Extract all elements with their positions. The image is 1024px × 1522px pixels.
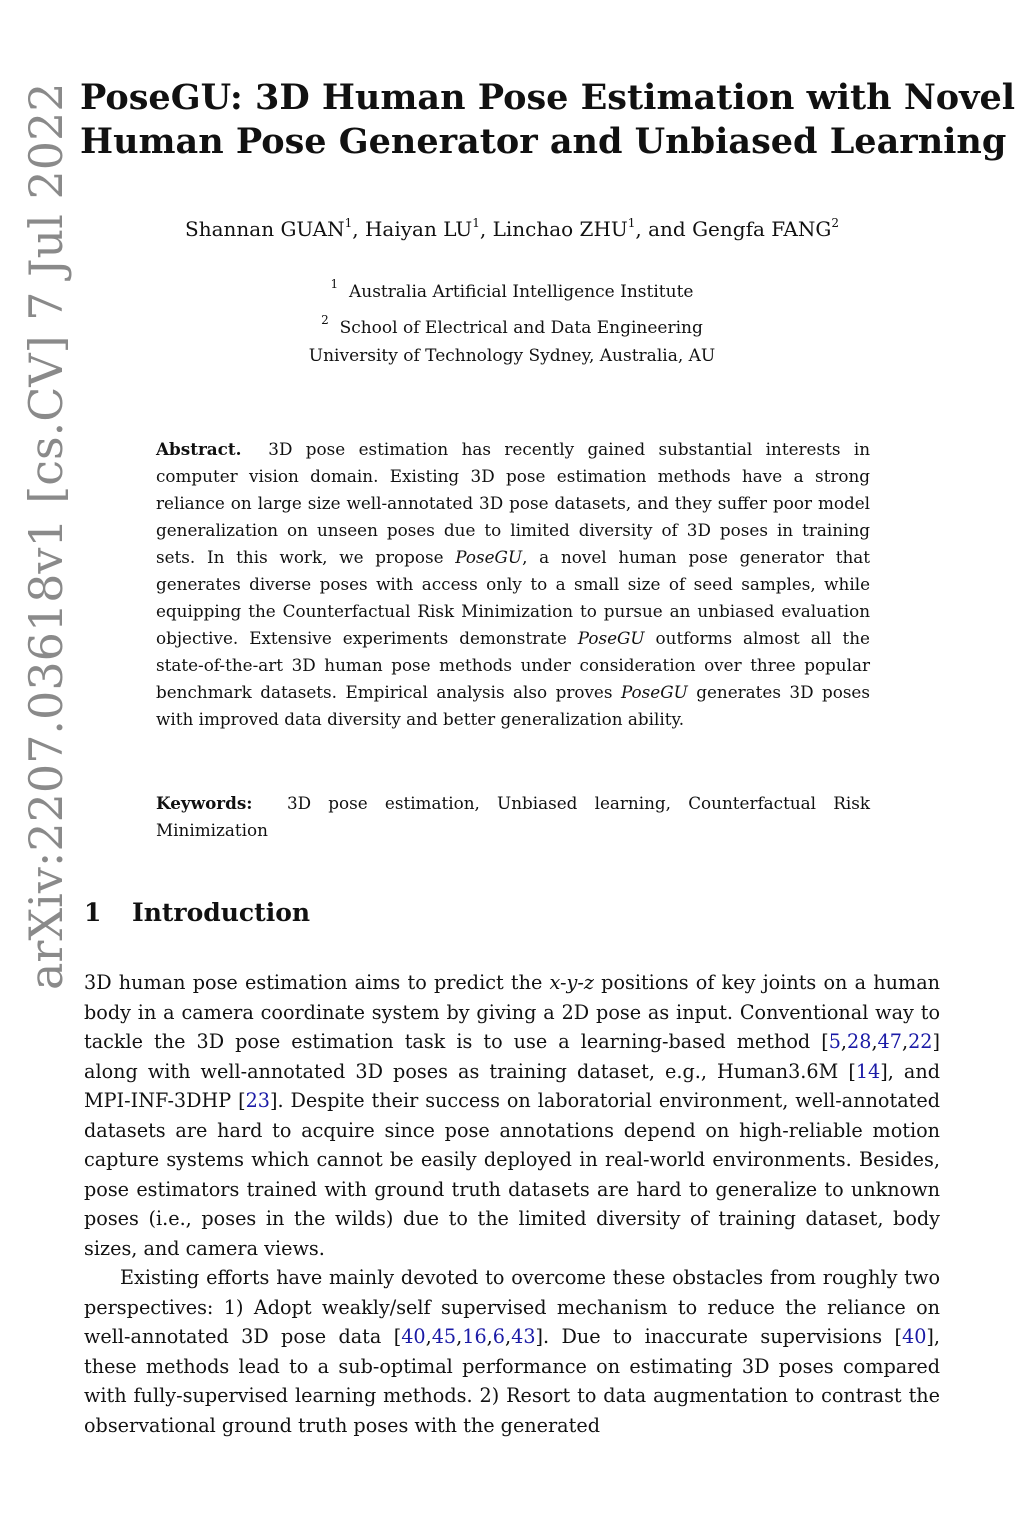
- title-line-2: Human Pose Generator and Unbiased Learning: [80, 121, 1007, 162]
- affiliation-3: University of Technology Sydney, Australia, AU: [308, 346, 716, 366]
- separator: , and: [635, 217, 693, 241]
- abstract: [156, 436, 870, 733]
- body-text: [84, 968, 940, 1440]
- affiliation-text: School of Electrical and Data Engineering: [339, 318, 703, 338]
- abstract-label: Abstract.: [156, 439, 242, 459]
- citation-link[interactable]: 22: [908, 1030, 933, 1053]
- text: 3D human pose estimation aims to predict the: [84, 971, 550, 994]
- separator: ,: [479, 217, 493, 241]
- method-name: PoseGU: [455, 547, 523, 567]
- section-number: 1: [84, 898, 102, 927]
- text: ], these methods lead to a sub-optimal performance on estimating 3D poses compared with fully-supervised learning methods. 2) Resort to data augmentation to contrast the observational ground truth poses with the generated: [84, 1325, 940, 1437]
- text: ]. Due to inaccurate supervisions [: [535, 1325, 902, 1348]
- keywords: [156, 790, 870, 844]
- paper-title: [80, 76, 1016, 164]
- abstract-text: , a novel human pose generator that generates diverse poses with access only to a small size of seed samples, while equipping the Counterfactual Risk Minimization to pursue an unbiased evaluation objective. Extensive experiments demonstrate: [156, 547, 870, 648]
- title-line-1: PoseGU: 3D Human Pose Estimation with Novel: [80, 77, 1016, 118]
- separator: ,: [901, 1030, 909, 1053]
- separator: ,: [486, 1325, 493, 1348]
- author-name: Haiyan LU: [364, 217, 473, 241]
- author-name: Gengfa FANG: [692, 217, 832, 241]
- text: ] along with well-annotated 3D poses as training dataset, e.g., Human3.6M [: [84, 1030, 940, 1083]
- method-name: PoseGU: [577, 628, 645, 648]
- section-title: Introduction: [132, 898, 311, 927]
- citation-link[interactable]: 16: [462, 1325, 487, 1348]
- citation-link[interactable]: 14: [855, 1059, 881, 1083]
- separator: ,: [505, 1325, 512, 1348]
- text: ]. Despite their success on laboratorial environment, well-annotated datasets are hard to acquire since pose annotations depend on high-reliable motion capture systems which cannot be easily deployed in real-world environments. Besides, pose estimators trained with ground truth datasets are hard to generalize to unknown poses (i.e., poses in the wilds) due to the limited diversity of training dataset, body sizes, and camera views.: [84, 1089, 940, 1260]
- citation-link[interactable]: 47: [877, 1030, 902, 1053]
- abstract-text: generates 3D poses with improved data diversity and better generalization ability.: [156, 682, 870, 729]
- affiliation-text: Australia Artificial Intelligence Institute: [348, 282, 694, 302]
- citation-link[interactable]: 43: [511, 1325, 536, 1348]
- separator: ,: [352, 217, 365, 241]
- citation-link[interactable]: 5: [828, 1030, 841, 1053]
- citation-link[interactable]: 23: [245, 1089, 270, 1112]
- section-heading: [84, 898, 310, 927]
- author-name: Shannan GUAN: [185, 217, 345, 241]
- citation-link[interactable]: 45: [431, 1325, 457, 1348]
- arxiv-identifier: arXiv:2207.03618v1 [cs.CV] 7 Jul 2022: [19, 82, 73, 990]
- citation-link[interactable]: 40: [401, 1325, 426, 1348]
- affiliations: [80, 270, 944, 370]
- abstract-text: outforms almost all the state-of-the-art 3D human pose methods under consideration over three popular benchmark datasets. Empirical analysis also proves: [156, 628, 870, 702]
- affiliation-mark: 2: [321, 313, 329, 327]
- affiliation-2: [80, 306, 944, 342]
- affiliation-mark: 1: [330, 277, 339, 291]
- separator: ,: [456, 1325, 463, 1348]
- method-name: PoseGU: [620, 682, 688, 702]
- author-affiliation-mark: 1: [627, 216, 636, 230]
- separator: ,: [425, 1325, 432, 1348]
- author-affiliation-mark: 2: [831, 216, 839, 230]
- separator: ,: [840, 1030, 848, 1053]
- math-expression: x-y-z: [549, 971, 594, 994]
- citation-link[interactable]: 28: [847, 1030, 872, 1053]
- abstract-text: 3D pose estimation has recently gained substantial interests in computer vision domain. Existing 3D pose estimation methods have a strong reliance on large size well-annotated 3D pose datasets, and they suffer poor model generalization on unseen poses due to limited diversity of 3D poses in training sets. In this work, we propose: [156, 439, 871, 567]
- text: positions of key joints on a human body in a camera coordinate system by giving a 2D pose as input. Conventional way to tackle the 3D pose estimation task is to use a learning-based method [: [84, 971, 940, 1053]
- keywords-text: 3D pose estimation, Unbiased learning, Counterfactual Risk Minimization: [156, 793, 871, 840]
- separator: ,: [871, 1030, 878, 1053]
- affiliation-1: [80, 270, 944, 306]
- paragraph: [84, 1263, 940, 1440]
- author-affiliation-mark: 1: [472, 216, 480, 230]
- author-list: [80, 216, 944, 241]
- citation-link[interactable]: 40: [901, 1325, 927, 1348]
- keywords-label: Keywords:: [156, 793, 253, 813]
- text: Existing efforts have mainly devoted to overcome these obstacles from roughly two perspectives: 1) Adopt weakly/self supervised mechanism to reduce the reliance on well-annotated 3D pose data [: [84, 1266, 940, 1348]
- author-affiliation-mark: 1: [344, 216, 353, 230]
- paragraph: [84, 968, 940, 1263]
- text: ], and MPI-INF-3DHP [: [84, 1059, 941, 1112]
- author-name: Linchao ZHU: [492, 217, 628, 241]
- citation-link[interactable]: 6: [492, 1325, 505, 1348]
